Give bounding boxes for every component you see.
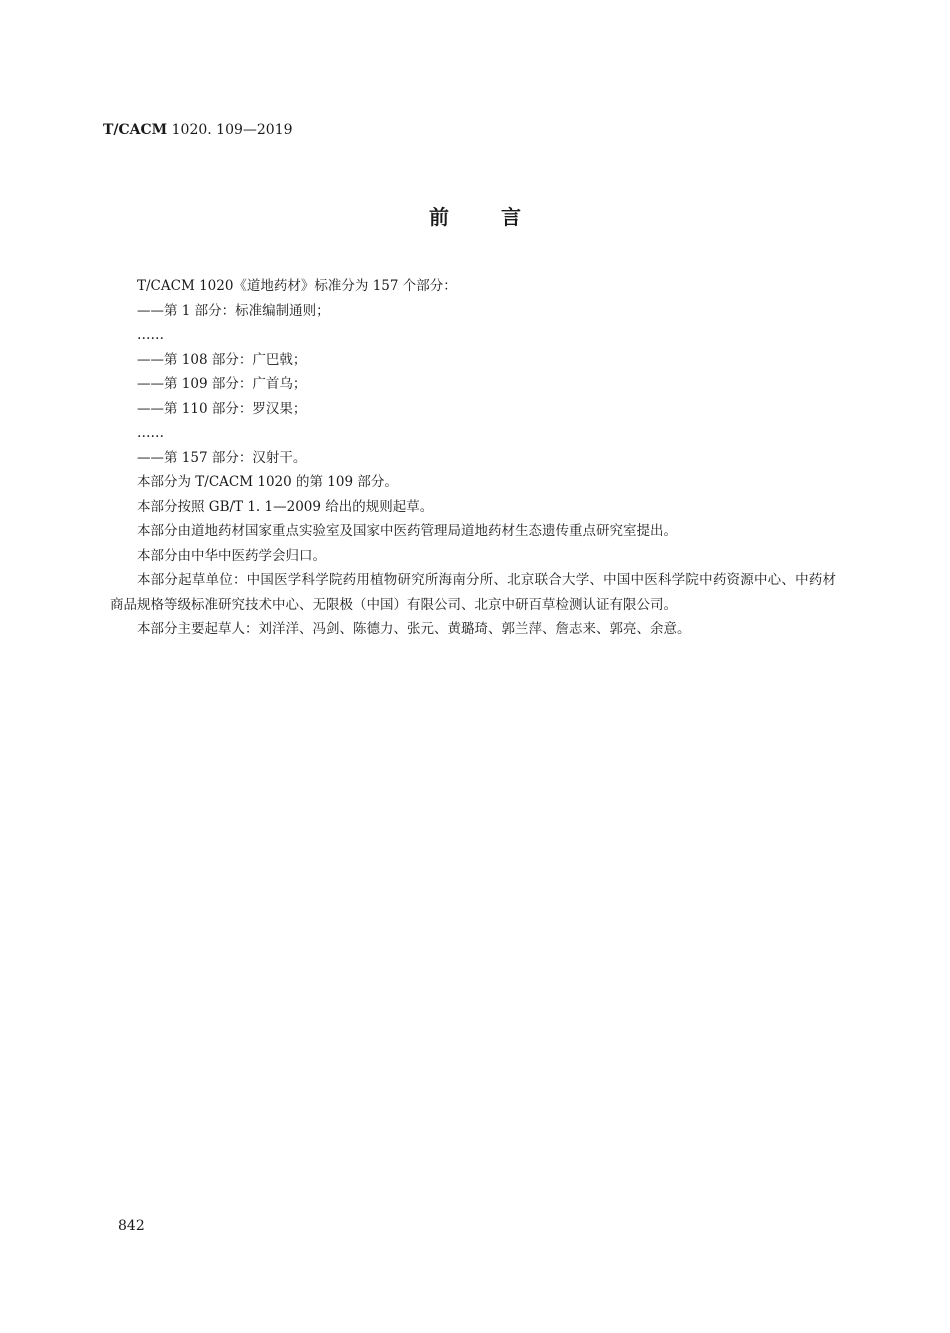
paragraph-part-statement: 本部分为 T/CACM 1020 的第 109 部分。 [137,474,398,490]
list-item-part-109: ——第 109 部分：广首乌； [137,376,307,392]
list-ellipsis: …… [137,425,164,441]
paragraph-drafting-units: 本部分起草单位：中国医学科学院药用植物研究所海南分所、北京联合大学、中国中医科学院中药资源中心、中药材商品规格等级标准研究技术中心、无限极（中国）有限公司、北京中研百草检测认证有限公司。 [110,572,836,613]
document-code-number: 1020. 109—2019 [167,122,293,138]
page-title: 前言 [429,205,573,229]
document-code [103,121,293,139]
page-number: 842 [118,1218,145,1234]
list-item-part-157: ——第 157 部分：汉射干。 [137,449,307,466]
list-item-part-108: ——第 108 部分：广巴戟； [137,351,307,368]
paragraph-proposer: 本部分由道地药材国家重点实验室及国家中医药管理局道地药材生态遗传重点研究室提出。 [137,523,677,539]
foreword-body [110,274,836,642]
paragraph-drafters: 本部分主要起草人：刘洋洋、冯剑、陈德力、张元、黄璐琦、郭兰萍、詹志来、郭亮、余意。 [137,621,691,637]
list-item-part-1: ——第 1 部分：标准编制通则； [137,302,330,319]
paragraph-administrator: 本部分由中华中医药学会归口。 [137,547,326,564]
paragraph-intro: T/CACM 1020《道地药材》标准分为 157 个部分： [137,278,457,294]
paragraph-drafting-rules: 本部分按照 GB/T 1. 1—2009 给出的规则起草。 [137,498,434,515]
document-code-prefix: T/CACM [103,122,168,138]
list-item-part-110: ——第 110 部分：罗汉果； [137,400,307,417]
list-ellipsis: …… [137,327,164,343]
